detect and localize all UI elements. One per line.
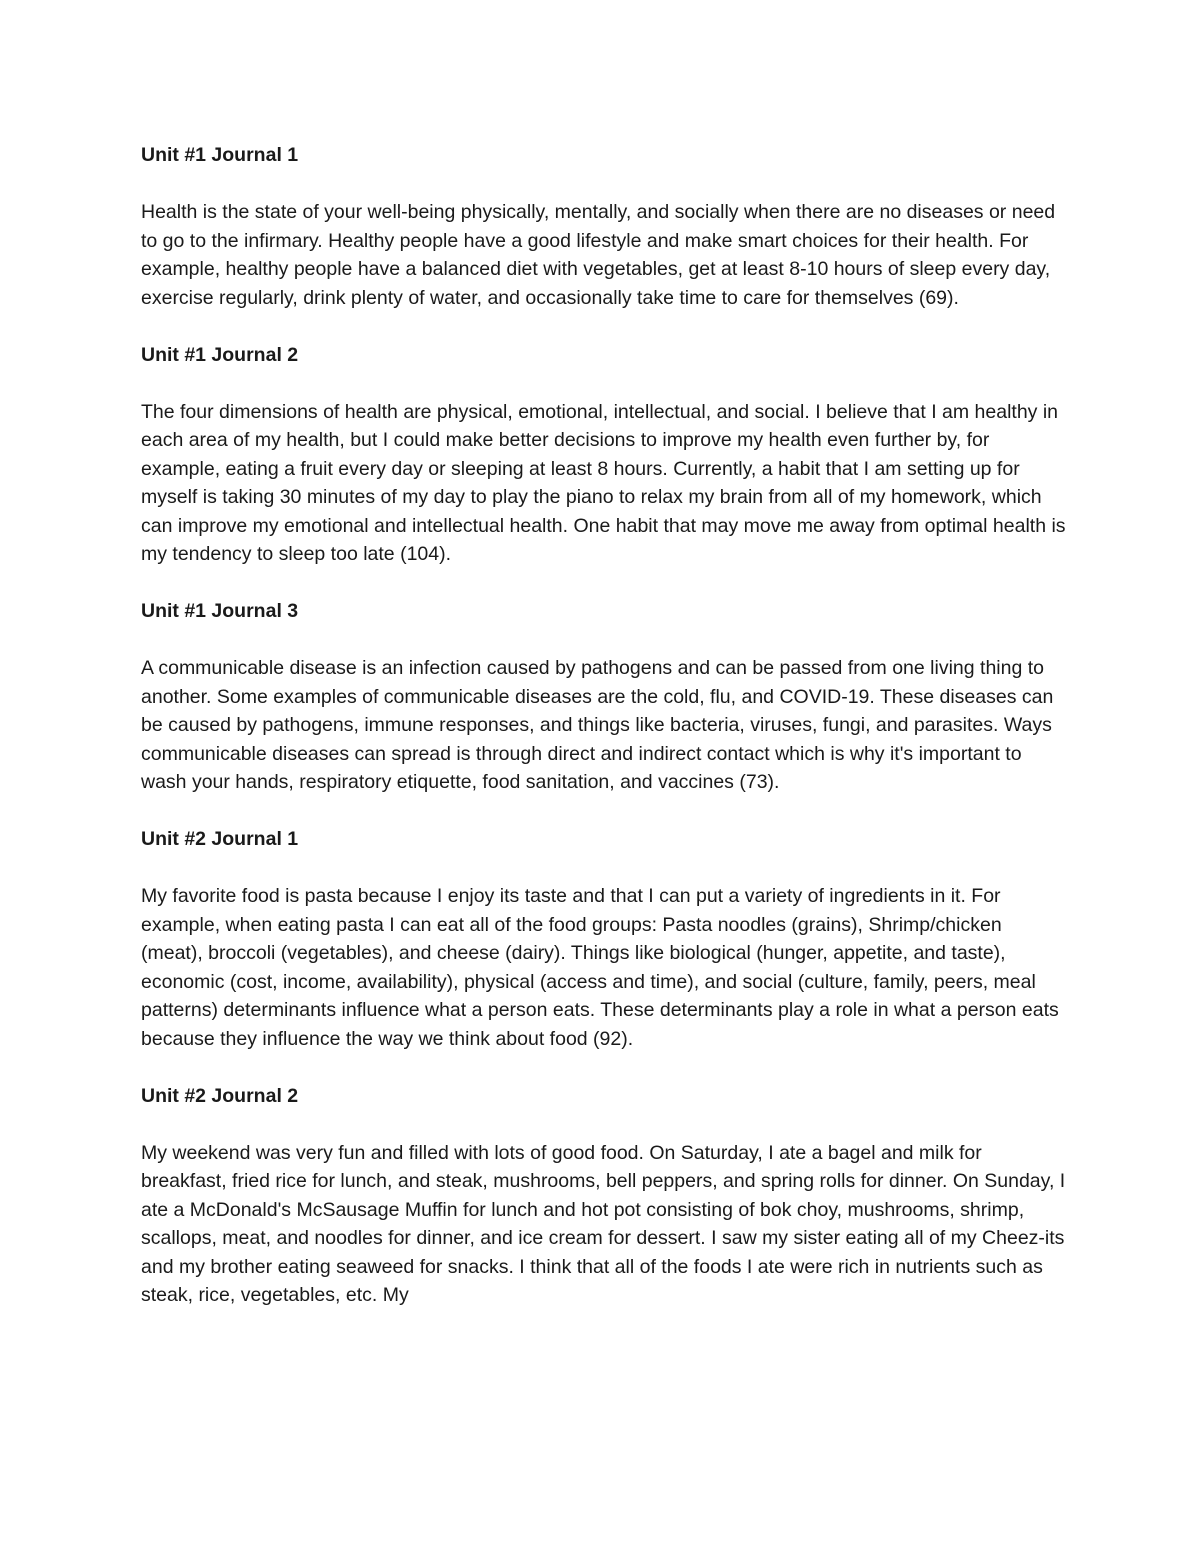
entry-title: Unit #2 Journal 2 bbox=[141, 1084, 299, 1107]
entry-body: The four dimensions of health are physical, emotional, intellectual, and social. I believe that I am healthy in each area of my health, but I could make better decisions to improve my health even further by, for example, eating a fruit every day or sleeping at least 8 hours. Currently, a habit that I am setting up for myself is taking 30 minutes of my day to play the piano to relax my brain from all of my homework, which can improve my emotional and intellectual health. One habit that may move me away from optimal health is my tendency to sleep too late (104). bbox=[141, 400, 1066, 565]
journal-entry bbox=[141, 341, 1066, 569]
journal-entry bbox=[141, 1082, 1066, 1310]
entry-body: Health is the state of your well-being physically, mentally, and socially when there are no diseases or need to go to the infirmary. Healthy people have a good lifestyle and make smart choices for their health. For example, healthy people have a balanced diet with vegetables, get at least 8-10 hours of sleep every day, exercise regularly, drink plenty of water, and occasionally take time to care for themselves (69). bbox=[141, 201, 1056, 309]
entry-title: Unit #2 Journal 1 bbox=[141, 828, 299, 850]
entry-body: My weekend was very fun and filled with lots of good food. On Saturday, I ate a bagel and milk for breakfast, fried rice for lunch, and steak, mushrooms, bell peppers, and spring rolls for dinner. On Sunday, I ate a McDonald's McSausage Muffin for lunch and hot pot consisting of bok choy, mushrooms, shrimp, scallops, meat, and noodles for dinner, and ice cream for dessert. I saw my sister eating all of my Cheez-its and my brother eating seaweed for snacks. I think that all of the foods I ate were rich in nutrients such as steak, rice, vegetables, etc. My bbox=[141, 1141, 1066, 1306]
entry-body: A communicable disease is an infection caused by pathogens and can be passed from one living thing to another. Some examples of communicable diseases are the cold, flu, and COVID-19. These diseases can be caused by pathogens, immune responses, and things like bacteria, viruses, fungi, and parasites. Ways communicable diseases can spread is through direct and indirect contact which is why it's important to wash your hands, respiratory etiquette, food sanitation, and vaccines (73). bbox=[141, 657, 1054, 793]
entry-body: My favorite food is pasta because I enjoy its taste and that I can put a variety of ingredients in it. For example, when eating pasta I can eat all of the food groups: Pasta noodles (grains), Shrimp/chicken (meat), broccoli (vegetables), and cheese (dairy). Things like biological (hunger, appetite, and taste), economic (cost, income, availability), physical (access and time), and social (culture, family, peers, meal patterns) determinants influence what a person eats. These determinants play a role in what a person eats because they influence the way we think about food (92). bbox=[141, 885, 1059, 1050]
journal-entry bbox=[141, 141, 1066, 312]
document-content bbox=[141, 141, 1066, 1338]
entry-title: Unit #1 Journal 3 bbox=[141, 600, 299, 622]
entry-title: Unit #1 Journal 2 bbox=[141, 343, 299, 366]
entry-title: Unit #1 Journal 1 bbox=[141, 144, 299, 166]
journal-entry bbox=[141, 597, 1066, 797]
journal-entry bbox=[141, 825, 1066, 1053]
